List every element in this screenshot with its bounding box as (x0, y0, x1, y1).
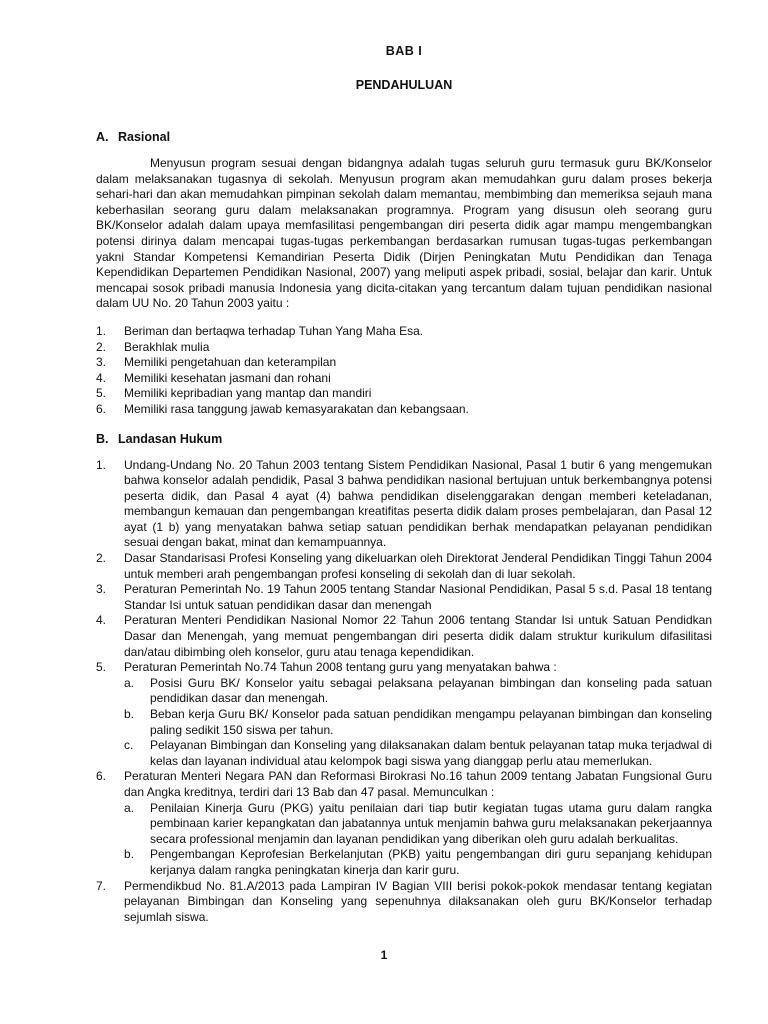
legal-basis-item (96, 660, 712, 769)
section-a-heading (96, 130, 712, 144)
list-item-text: Permendikbud No. 81.A/2013 pada Lampiran IV Bagian VIII berisi pokok-pokok mendasar tentang kegiatan pelayanan Bimbingan dan Konseling yang sepenuhnya dilaksanakan oleh guru BK/Konselor terhadap sejumlah siswa. (124, 878, 712, 924)
chapter-subtitle: PENDAHULUAN (355, 78, 453, 92)
list-item-number: 6. (96, 769, 107, 784)
sub-item-text: Penilaian Kinerja Guru (PKG) yaitu penilaian dari tiap butir kegiatan tugas utama guru dalam rangka pembinaan karier kepangkatan dan jabatannya untuk menjamin bahwa guru melaksanakan pekerjaannya secara professional menjamin dan layanan pendidikan yang diberikan oleh guru adalah berkualitas. (150, 800, 712, 846)
list-item-text: Dasar Standarisasi Profesi Konseling yang dikeluarkan oleh Direktorat Jenderal Pendidikan Tinggi Tahun 2004 untuk memberi arah pengembangan profesi konseling di sekolah dan di luar sekolah. (124, 551, 712, 581)
sub-list-item (124, 676, 712, 707)
document-page (96, 44, 712, 939)
sub-list (124, 676, 712, 770)
sub-item-letter: c. (124, 738, 134, 753)
list-item-number: 3. (96, 582, 107, 597)
legal-basis-item (96, 582, 712, 613)
sub-item-text: Beban kerja Guru BK/ Konselor pada satuan pendidikan mengampu pelayanan bimbingan dan konseling paling sedikit 150 siswa per tahun. (150, 707, 712, 737)
list-item-text: Peraturan Menteri Pendidikan Nasional Nomor 22 Tahun 2006 tentang Standar Isi untuk Satuan Pendidkan Dasar dan Menengah, yang memuat pengembangan diri peserta didik dalam struktur kurikulum difasilitasi dan/atau dibimbing oleh konselor, guru atau tenaga kependidikan. (124, 613, 712, 659)
list-item-number: 1. (96, 457, 107, 472)
section-b-title: Landasan Hukum (118, 431, 223, 446)
sub-item-text: Posisi Guru BK/ Konselor yaitu sebagai pelaksana pelayanan bimbingan dan konseling pada satuan pendidikan dasar dan menengah. (150, 675, 712, 706)
list-item-number: 5. (96, 660, 107, 675)
list-item-text: Berakhlak mulia (124, 339, 210, 354)
section-a-paragraph: Menyusun program sesuai dengan bidangnya adalah tugas seluruh guru termasuk guru BK/Konselor dalam melaksanakan tugasnya di sekolah. Menyusun program akan memudahkan guru dalam proses bekerja sehari-hari dan akan memudahkan pimpinan sekolah dalam memantau, membimbing dan memeriksa sejauh mana keberhasilan seorang guru dalam melaksanakan programnya. Program yang disusun oleh seorang guru BK/Konselor adalah dalam upaya memfasilitasi pengembangan diri peserta didik agar mampu mengembangkan potensi dirinya dalam mencapai tugas-tugas perkembangan berdasarkan rumusan tugas-tugas perkembangan yakni Standar Kompetensi Kemandirian Peserta Didik (Dirjen Peningkatan Mutu Pendidikan dan Tenaga Kependidikan Departemen Pendidikan Nasional, 2007) yang meliputi aspek pribadi, sosial, belajar dan karir. Untuk mencapai sosok pribadi manusia Indonesia yang dicita-citakan yang tercantum dalam tujuan pendidikan nasional dalam UU No. 20 Tahun 2003 yaitu : (96, 156, 712, 311)
legal-basis-item (96, 551, 712, 582)
sub-item-text: Pengembangan Keprofesian Berkelanjutan (PKB) yaitu pengembangan diri guru sepanjang kehidupan kerjanya dalam rangka peningkatan kinerja dan karir guru. (150, 847, 712, 877)
goal-item (96, 386, 712, 402)
legal-basis-list (96, 458, 712, 926)
list-item-text: Peraturan Menteri Negara PAN dan Reformasi Birokrasi No.16 tahun 2009 tentang Jabatan Fungsional Guru dan Angka kreditnya, terdiri dari 13 Bab dan 47 pasal. Memunculkan : (124, 769, 712, 799)
sub-item-text: Pelayanan Bimbingan dan Konseling yang dilaksanakan dalam bentuk pelayanan tatap muka terjadwal di kelas dan layanan individual atau kelompok bagi siswa yang dianggap perlu atau memerlukan. (150, 738, 712, 768)
sub-list-item (124, 738, 712, 769)
list-item-number: 4. (96, 613, 107, 628)
sub-list-item (124, 707, 712, 738)
page-number: 1 (380, 948, 388, 962)
list-item-text: Memiliki kesehatan jasmani dan rohani (124, 370, 331, 385)
sub-item-letter: b. (124, 707, 135, 721)
list-item-text: Beriman dan bertaqwa terhadap Tuhan Yang Maha Esa. (124, 323, 424, 338)
list-item-number: 3. (96, 355, 107, 370)
sub-item-letter: b. (124, 847, 135, 862)
legal-basis-item (96, 613, 712, 660)
sub-item-letter: a. (124, 800, 135, 815)
list-item-number: 2. (96, 551, 107, 566)
sub-list (124, 801, 712, 879)
goal-item (96, 402, 712, 418)
legal-basis-item (96, 458, 712, 552)
list-item-text: Memiliki kepribadian yang mantap dan mandiri (124, 386, 372, 401)
section-a-title: Rasional (118, 130, 171, 144)
goal-item (96, 371, 712, 387)
legal-basis-item (96, 879, 712, 926)
list-item-text: Memiliki rasa tanggung jawab kemasyarakatan dan kebangsaan. (124, 401, 469, 416)
goal-item (96, 355, 712, 371)
section-b-number: B. (96, 431, 109, 446)
chapter-title: BAB I (385, 44, 423, 58)
section-a-number: A. (96, 130, 109, 144)
sub-item-letter: a. (124, 675, 135, 690)
goals-list (96, 324, 712, 418)
list-item-number: 4. (96, 370, 107, 385)
list-item-number: 7. (96, 878, 107, 893)
legal-basis-item (96, 769, 712, 878)
goal-item (96, 340, 712, 356)
list-item-number: 5. (96, 386, 107, 401)
list-item-text: Peraturan Pemerintah No.74 Tahun 2008 tentang guru yang menyatakan bahwa : (124, 660, 557, 675)
list-item-number: 6. (96, 401, 107, 416)
list-item-text: Memiliki pengetahuan dan keterampilan (124, 355, 337, 370)
section-b-heading (96, 432, 712, 446)
sub-list-item (124, 847, 712, 878)
list-item-text: Peraturan Pemerintah No. 19 Tahun 2005 tentang Standar Nasional Pendidikan, Pasal 5 s.d. Pasal 18 tentang Standar Isi untuk satuan pendidikan dasar dan menengah (124, 582, 712, 612)
list-item-text: Undang-Undang No. 20 Tahun 2003 tentang Sistem Pendidikan Nasional, Pasal 1 butir 6 yang mengemukan bahwa konselor adalah pendidik, Pasal 3 bahwa pendidikan nasional bertujuan untuk berkembangnya potensi peserta didik, dan Pasal 4 ayat (4) bahwa pendidikan diselenggarakan dengan memberi keteladanan, membangun kemauan dan pengembangan kreatifitas peserta didik dalam proses pembelajaran, dan Pasal 12 ayat (1 b) yang menyatakan bahwa setiap satuan pendidikan berhak mendapatkan pelayanan pendidikan sesuai dengan bakat, minat dan kemampuannya. (124, 457, 712, 550)
list-item-number: 2. (96, 339, 107, 354)
list-item-number: 1. (96, 323, 107, 338)
goal-item (96, 324, 712, 340)
sub-list-item (124, 801, 712, 848)
